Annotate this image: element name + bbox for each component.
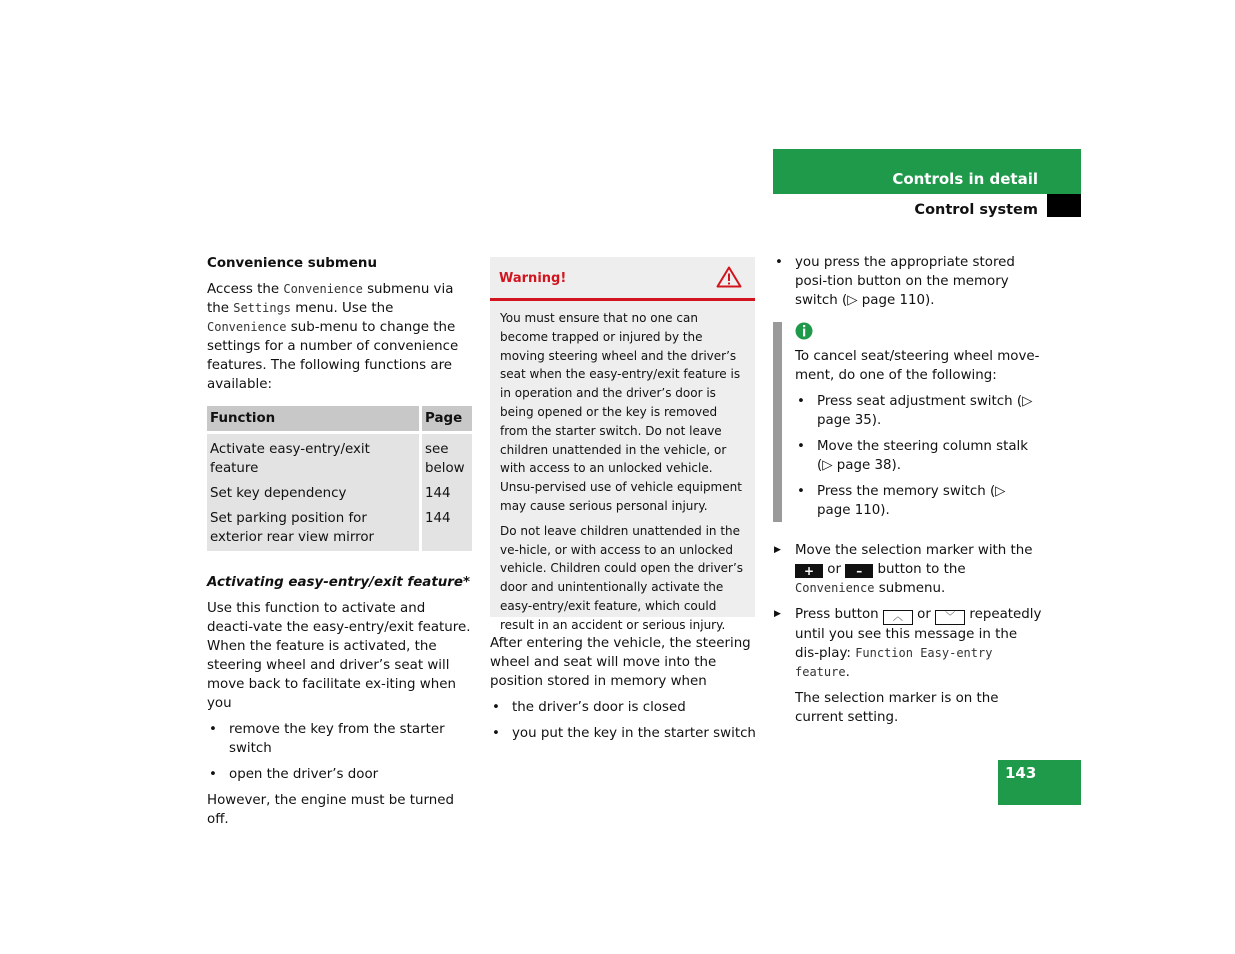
- table-row: [207, 507, 472, 551]
- step-1-or: or: [823, 562, 846, 577]
- warning-paragraph-1: You must ensure that no one can become trapped or injured by the moving steering wheel and the driver’s seat when the easy-entry/exit feature is in operation and the driver’s door is being opened or the key is removed from the starter switch. Do not leave children unattended in the vehicle, or with access to an unlocked vehicle. Unsu-pervised use of vehicle equipment may cause serious personal injury.: [500, 311, 742, 513]
- info-icon: [795, 322, 1040, 344]
- table-header-row: [207, 406, 472, 431]
- info-side-bar: [773, 322, 782, 522]
- memory-list: [773, 253, 1043, 310]
- warning-paragraph-2: Do not leave children unattended in the ve-hicle, or with access to an unlocked vehicle. Children could open the driver’s door and unintentionally activate the easy-entry/exit feature, which could result in an accident or serious injury.: [500, 523, 744, 632]
- list-item: • the driver’s door is closed: [490, 698, 758, 717]
- intro-text-3: menu. Use the: [291, 301, 394, 316]
- list-item: • Press seat adjustment switch (▷ page 35).: [795, 392, 1040, 430]
- display-text-convenience-3: Convenience: [795, 581, 875, 595]
- minus-button-icon: –: [845, 564, 873, 578]
- after-entering-list: [490, 698, 758, 743]
- plus-button-icon: +: [795, 564, 823, 578]
- step-1-text-a: Move the selection marker with the: [795, 543, 1033, 558]
- intro-text-2: submenu via the: [207, 282, 454, 316]
- function-table: [207, 406, 472, 551]
- step-2: [773, 605, 1043, 682]
- after-entering-text: After entering the vehicle, the steering wheel and seat will move into the position stored in memory when: [490, 636, 751, 689]
- step-1: [773, 541, 1043, 598]
- warning-box: [490, 257, 755, 632]
- step-2-text-b: repeatedly until you see this message in the dis-play:: [795, 607, 1042, 661]
- header-tab-marker: [1047, 194, 1081, 217]
- info-box: [773, 322, 1043, 522]
- table-cell-function: Activate easy-entry/exit feature: [207, 434, 421, 482]
- warning-title: Warning!: [499, 271, 567, 286]
- column-3: [773, 253, 1043, 317]
- table-cell-function: Set key dependency: [207, 482, 421, 507]
- up-button-icon: ︿: [883, 610, 913, 625]
- activating-title: Activating easy-entry/exit feature*: [207, 575, 470, 590]
- subsection-title: Control system: [914, 202, 1038, 218]
- info-intro: To cancel seat/steering wheel move-ment, do one of the following:: [795, 349, 1040, 383]
- table-cell-function: Set parking position for exterior rear view mirror: [207, 507, 421, 551]
- list-item: • Move the steering column stalk (▷ page 38).: [795, 437, 1040, 475]
- activating-text: Use this function to activate and deacti-vate the easy-entry/exit feature. When the feature is activated, the steering wheel and driver’s seat will move back to facilitate ex-iting when you: [207, 601, 471, 711]
- display-text-settings: Settings: [233, 301, 292, 315]
- warning-body: [490, 301, 755, 635]
- table-row: [207, 434, 472, 482]
- table-header-function: Function: [207, 406, 421, 431]
- info-content: [795, 322, 1040, 527]
- step-2-text-c: .: [845, 665, 850, 680]
- intro-text-4: sub-menu to change the settings for a number of convenience features. The following functions are available:: [207, 320, 459, 392]
- display-text-convenience-2: Convenience: [207, 320, 287, 334]
- intro-text-1: Access the: [207, 282, 284, 297]
- warning-triangle-icon: [716, 266, 742, 294]
- intro-paragraph: [207, 280, 473, 394]
- steps: [773, 541, 1043, 734]
- warning-header: [490, 257, 755, 301]
- convenience-heading: Convenience submenu: [207, 256, 377, 271]
- table-header-page: Page: [421, 406, 473, 431]
- list-item: • you press the appropriate stored posi-tion button on the memory switch (▷ page 110).: [773, 253, 1043, 310]
- list-item: • open the driver’s door: [207, 765, 473, 784]
- table-row: [207, 482, 472, 507]
- page-number: 143: [1005, 764, 1037, 782]
- info-list: [795, 392, 1040, 520]
- down-button-icon: ﹀: [935, 610, 965, 625]
- section-title: Controls in detail: [892, 170, 1038, 188]
- column-2-text: [490, 634, 758, 750]
- step-1-text-b: button to the: [873, 562, 966, 577]
- step-1-text-c: submenu.: [874, 581, 946, 596]
- list-item: • Press the memory switch (▷ page 110).: [795, 482, 1040, 520]
- table-cell-page: 144: [421, 507, 473, 551]
- result-text: The selection marker is on the current setting.: [795, 691, 999, 725]
- display-text-function-easy-entry: Function Easy-entry feature: [795, 646, 993, 679]
- column-1: [207, 254, 473, 836]
- display-text-convenience: Convenience: [283, 282, 363, 296]
- step-2-or: or: [912, 607, 936, 622]
- step-list: [773, 541, 1043, 682]
- table-cell-page: 144: [421, 482, 473, 507]
- list-item: • you put the key in the starter switch: [490, 724, 758, 743]
- table-cell-page: see below: [421, 434, 473, 482]
- activating-list: [207, 720, 473, 784]
- closing-text: However, the engine must be turned off.: [207, 793, 455, 827]
- step-2-text-a: Press button: [795, 607, 883, 622]
- list-item: • remove the key from the starter switch: [207, 720, 473, 758]
